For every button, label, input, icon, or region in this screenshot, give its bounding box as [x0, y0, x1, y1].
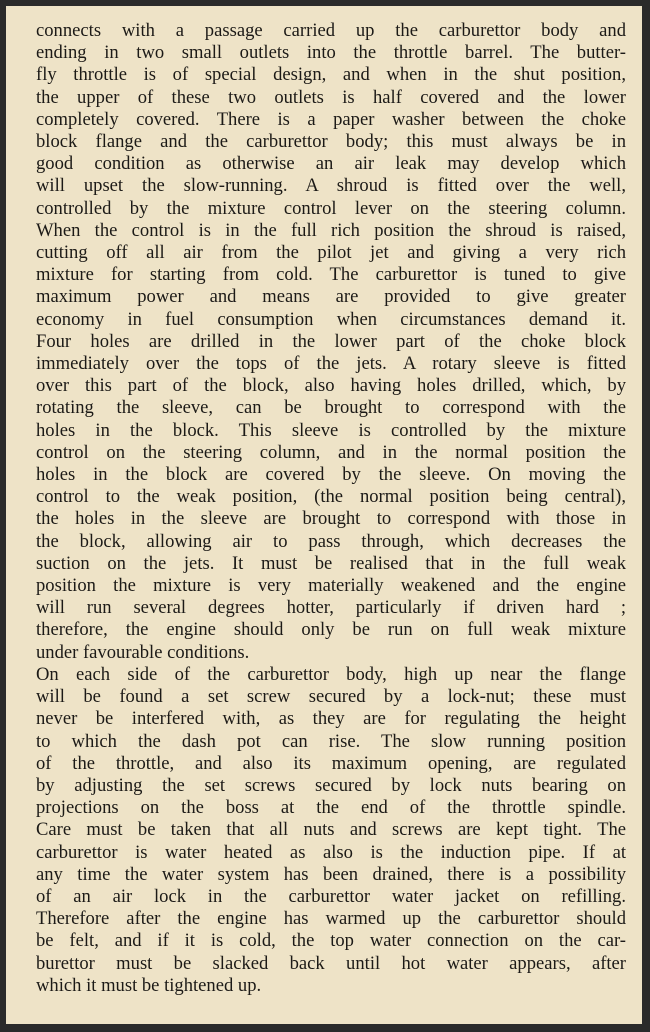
text-line: by adjusting the set screws secured by lock nuts bearing on	[36, 774, 626, 796]
text-line: controlled by the mixture control lever on the steering column.	[36, 197, 626, 219]
text-line: will run several degrees hotter, particularly if driven hard ;	[36, 597, 626, 619]
text-line: economy in fuel consumption when circumstances demand it.	[36, 308, 626, 330]
text-line: will upset the slow-running. A shroud is fitted over the well,	[36, 175, 626, 197]
paragraph-set-screws-and-water-heating	[36, 664, 626, 997]
text-line: position the mixture is very materially weakened and the engine	[36, 575, 626, 597]
text-line: block flange and the carburettor body; this must always be in	[36, 131, 626, 153]
text-line: On each side of the carburettor body, high up near the flange	[36, 663, 626, 685]
text-line: therefore, the engine should only be run on full weak mixture	[36, 619, 626, 641]
text-line: rotating the sleeve, can be brought to correspond with the	[36, 397, 626, 419]
text-line: connects with a passage carried up the carburettor body and	[36, 20, 626, 41]
text-line: carburettor is water heated as also is the induction pipe. If at	[36, 841, 626, 863]
text-line: which it must be tightened up.	[36, 974, 262, 996]
text-line: projections on the boss at the end of the throttle spindle.	[36, 797, 626, 819]
text-line: over this part of the block, also having holes drilled, which, by	[36, 375, 626, 397]
text-line: mixture for starting from cold. The carburettor is tuned to give	[36, 264, 626, 286]
text-line: will be found a set screw secured by a lock-nut; these must	[36, 686, 626, 708]
text-line: suction on the jets. It must be realised that in the full weak	[36, 552, 626, 574]
text-line: control to the weak position, (the normal position being central),	[36, 486, 626, 508]
text-line: of the throttle, and also its maximum opening, are regulated	[36, 752, 626, 774]
text-line: immediately over the tops of the jets. A rotary sleeve is fitted	[36, 353, 626, 375]
text-line: completely covered. There is a paper washer between the choke	[36, 108, 626, 130]
text-line: the upper of these two outlets is half covered and the lower	[36, 86, 626, 108]
text-line: under favourable conditions.	[36, 641, 250, 663]
book-page	[6, 6, 642, 1024]
text-line: the block, allowing air to pass through, which decreases the	[36, 530, 626, 552]
text-line: control on the steering column, and in the normal position the	[36, 441, 626, 463]
text-line: When the control is in the full rich position the shroud is raised,	[36, 219, 626, 241]
paragraph-carburettor-mixture	[36, 20, 626, 664]
text-line: to which the dash pot can rise. The slow running position	[36, 730, 626, 752]
text-line: of an air lock in the carburettor water jacket on refilling.	[36, 885, 626, 907]
text-line: any time the water system has been drained, there is a possibility	[36, 863, 626, 885]
text-line: good condition as otherwise an air leak may develop which	[36, 153, 626, 175]
text-line: be felt, and if it is cold, the top water connection on the car-	[36, 930, 626, 952]
text-line: Therefore after the engine has warmed up the carburettor should	[36, 908, 626, 930]
text-line: cutting off all air from the pilot jet and giving a very rich	[36, 242, 626, 264]
text-line: holes in the block. This sleeve is controlled by the mixture	[36, 419, 626, 441]
text-line: Care must be taken that all nuts and screws are kept tight. The	[36, 819, 626, 841]
text-line: fly throttle is of special design, and when in the shut position,	[36, 64, 626, 86]
text-line: the holes in the sleeve are brought to correspond with those in	[36, 508, 626, 530]
text-line: maximum power and means are provided to give greater	[36, 286, 626, 308]
text-line: burettor must be slacked back until hot water appears, after	[36, 952, 626, 974]
text-line: holes in the block are covered by the sleeve. On moving the	[36, 464, 626, 486]
text-line: never be interfered with, as they are for regulating the height	[36, 708, 626, 730]
text-line: ending in two small outlets into the throttle barrel. The butter-	[36, 42, 626, 64]
text-line: Four holes are drilled in the lower part of the choke block	[36, 330, 626, 352]
